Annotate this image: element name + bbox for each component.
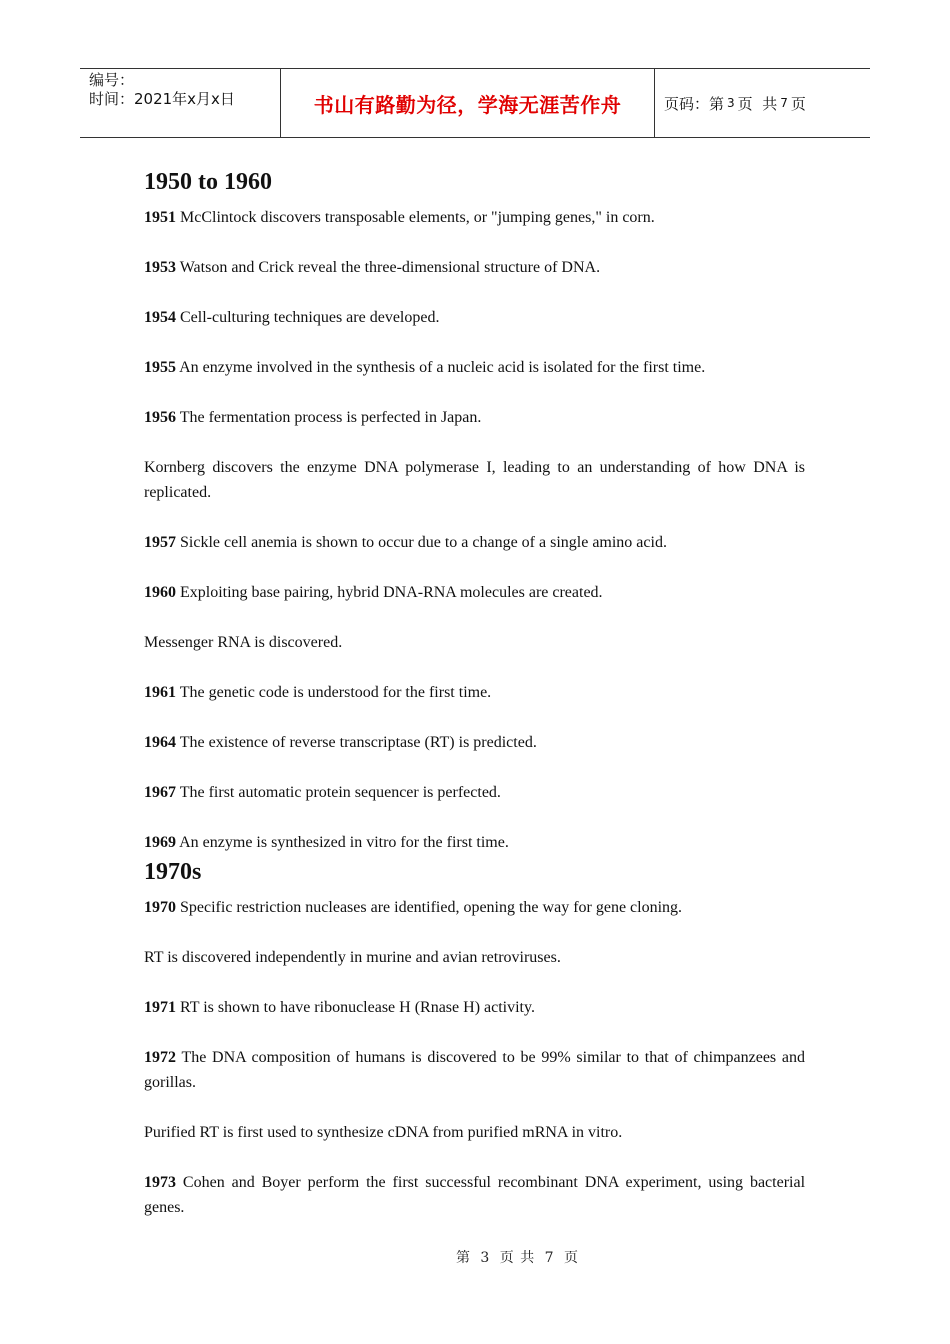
timeline-entry (144, 730, 805, 755)
header-left-cell (80, 69, 281, 137)
timeline-entry (144, 1045, 805, 1095)
entry-text: The DNA composition of humans is discovered to be 99% similar to that of chimpanzees and gorillas. (144, 1049, 805, 1091)
section-title: 1970s (144, 859, 202, 885)
entry-year: 1960 (144, 584, 176, 601)
page-prefix: 页码：第 (664, 94, 725, 113)
entry-text: Cell-culturing techniques are developed. (180, 309, 440, 326)
document-body (144, 165, 805, 1220)
entry-text: The fermentation process is perfected in Japan. (179, 409, 482, 426)
footer-mid: 页 共 (499, 1250, 536, 1266)
entry-text: The first automatic protein sequencer is perfected. (179, 784, 501, 801)
timeline-entry (144, 895, 805, 920)
page-total: 7 (780, 96, 788, 110)
entry-year: 1954 (144, 309, 176, 326)
entry-year: 1957 (144, 534, 176, 551)
entry-text: An enzyme involved in the synthesis of a nucleic acid is isolated for the first time. (179, 359, 706, 376)
section-title: 1950 to 1960 (144, 169, 272, 195)
entry-text: Exploiting base pairing, hybrid DNA-RNA molecules are created. (180, 584, 603, 601)
timeline-entry (144, 205, 805, 230)
entry-text: Kornberg discovers the enzyme DNA polymerase I, leading to an understanding of how DNA is replicated. (144, 459, 805, 501)
entry-year: 1964 (144, 734, 176, 751)
serial-label: 编号： (89, 71, 135, 89)
entry-text: An enzyme is synthesized in vitro for the first time. (179, 834, 509, 851)
timeline-entry (144, 630, 805, 655)
entry-year: 1955 (144, 359, 176, 376)
entry-year: 1961 (144, 684, 176, 701)
entry-text: RT is shown to have ribonuclease H (Rnase H) activity. (180, 999, 535, 1016)
timeline-entry (144, 530, 805, 555)
timeline-entry (144, 780, 805, 805)
timeline-entry (144, 405, 805, 430)
entry-year: 1969 (144, 834, 176, 851)
page-header (80, 68, 870, 138)
entry-year: 1972 (144, 1049, 176, 1066)
entry-text: Purified RT is first used to synthesize cDNA from purified mRNA in vitro. (144, 1124, 623, 1141)
motto: 书山有路勤为径，学海无涯苦作舟 (281, 69, 655, 137)
entry-text: Messenger RNA is discovered. (144, 634, 343, 651)
timeline-entry (144, 995, 805, 1020)
entry-text: RT is discovered independently in murine and avian retroviruses. (144, 949, 561, 966)
timeline-entry (144, 255, 805, 280)
page-current: 3 (727, 96, 735, 110)
entry-text: Watson and Crick reveal the three-dimensional structure of DNA. (179, 259, 601, 276)
entry-text: The genetic code is understood for the first time. (179, 684, 492, 701)
entry-text: The existence of reverse transcriptase (RT) is predicted. (179, 734, 537, 751)
entry-text: Sickle cell anemia is shown to occur due to a change of a single amino acid. (180, 534, 667, 551)
entry-year: 1953 (144, 259, 176, 276)
timeline-entry (144, 1120, 805, 1145)
timeline-entry (144, 830, 805, 855)
footer-current: 3 (480, 1250, 491, 1266)
footer-prefix: 第 (455, 1250, 471, 1266)
page-footer (0, 1247, 950, 1267)
footer-suffix: 页 (564, 1250, 580, 1266)
entry-year: 1951 (144, 209, 176, 226)
page-mid: 页 共 (737, 94, 778, 113)
page-suffix: 页 (790, 94, 806, 113)
entry-year: 1970 (144, 899, 176, 916)
entry-text: Specific restriction nucleases are identified, opening the way for gene cloning. (180, 899, 683, 916)
entry-year: 1973 (144, 1174, 176, 1191)
date-label: 时间：2021年x月x日 (89, 90, 235, 108)
timeline-entry (144, 1170, 805, 1220)
entry-text: Cohen and Boyer perform the first successful recombinant DNA experiment, using bacterial genes. (144, 1174, 806, 1216)
entry-year: 1971 (144, 999, 176, 1016)
timeline-entry (144, 455, 805, 505)
header-page-info (655, 69, 870, 137)
entry-year: 1956 (144, 409, 176, 426)
timeline-entry (144, 680, 805, 705)
timeline-entry (144, 305, 805, 330)
entry-text: McClintock discovers transposable elements, or "jumping genes," in corn. (180, 209, 655, 226)
entry-year: 1967 (144, 784, 176, 801)
timeline-entry (144, 355, 805, 380)
timeline-entry (144, 580, 805, 605)
footer-total: 7 (544, 1250, 555, 1266)
timeline-entry (144, 945, 805, 970)
